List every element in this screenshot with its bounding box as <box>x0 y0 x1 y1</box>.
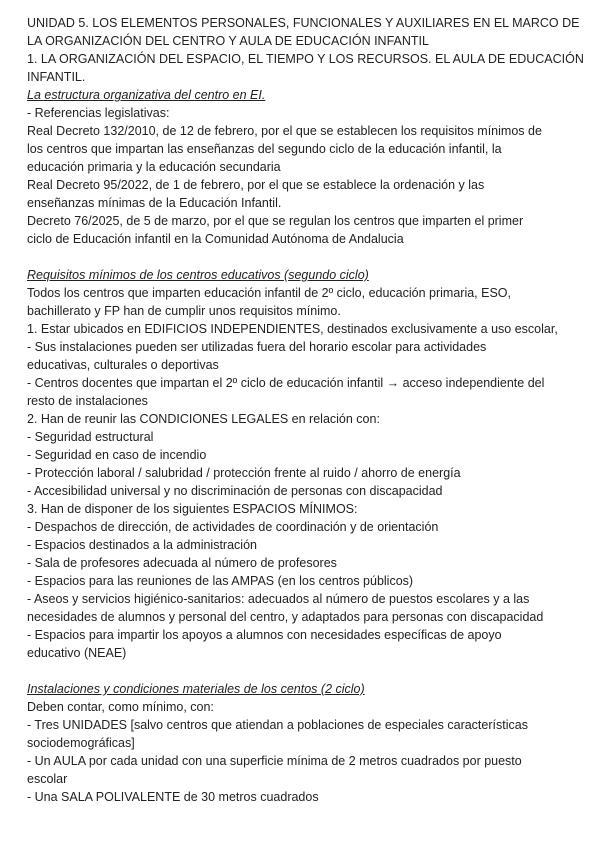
title-line: 1. LA ORGANIZACIÓN DEL ESPACIO, EL TIEMPO Y LOS RECURSOS. EL AULA DE EDUCACIÓN <box>27 52 584 66</box>
text-line: - Espacios para las reuniones de las AMPAS (en los centros públicos) <box>27 574 414 588</box>
text-line: enseñanzas mínimas de la Educación Infantil. <box>27 196 282 210</box>
text-line: - Aseos y servicios higiénico-sanitarios: adecuados al número de puestos escolares y a las <box>27 592 530 606</box>
document-title <box>27 14 586 86</box>
text-line: ciclo de Educación infantil en la Comunidad Autónoma de Andalucia <box>27 232 404 246</box>
text-line: - Espacios destinados a la administración <box>27 538 257 552</box>
text-line: Real Decreto 132/2010, de 12 de febrero, por el que se establecen los requisitos mínimos de <box>27 124 542 138</box>
text-line: educativo (NEAE) <box>27 646 127 660</box>
text-line: - Centros docentes que impartan el 2º ciclo de educación infantil → acceso independiente del <box>27 376 545 390</box>
text-line: - Una SALA POLIVALENTE de 30 metros cuadrados <box>27 790 319 804</box>
text-line: 3. Han de disponer de los siguientes ESPACIOS MÍNIMOS: <box>27 502 358 516</box>
title-line: UNIDAD 5. LOS ELEMENTOS PERSONALES, FUNCIONALES Y AUXILIARES EN EL MARCO DE <box>27 16 580 30</box>
title-line: INFANTIL. <box>27 70 86 84</box>
section-heading: Requisitos mínimos de los centros educativos (segundo ciclo) <box>27 268 369 282</box>
section-heading: La estructura organizativa del centro en EI. <box>27 88 266 102</box>
text-line: necesidades de alumnos y personal del centro, y adaptados para personas con discapacidad <box>27 610 544 624</box>
blank-line <box>27 248 586 266</box>
text-line: resto de instalaciones <box>27 394 148 408</box>
text-line: - Accesibilidad universal y no discriminación de personas con discapacidad <box>27 484 443 498</box>
text-line: 2. Han de reunir las CONDICIONES LEGALES en relación con: <box>27 412 380 426</box>
section-heading: Instalaciones y condiciones materiales de los centos (2 ciclo) <box>27 682 365 696</box>
text-line: escolar <box>27 772 68 786</box>
text-line: sociodemográficas] <box>27 736 135 750</box>
section-requisitos-minimos <box>27 266 586 662</box>
text-line: 1. Estar ubicados en EDIFICIOS INDEPENDIENTES, destinados exclusivamente a uso escolar, <box>27 322 558 336</box>
section-instalaciones <box>27 680 586 806</box>
text-line: educación primaria y la educación secundaria <box>27 160 281 174</box>
text-line: los centros que impartan las enseñanzas del segundo ciclo de la educación infantil, la <box>27 142 502 156</box>
text-line: Todos los centros que imparten educación infantil de 2º ciclo, educación primaria, ESO, <box>27 286 511 300</box>
text-line: - Seguridad en caso de incendio <box>27 448 207 462</box>
text-line: - Seguridad estructural <box>27 430 154 444</box>
text-line: - Sala de profesores adecuada al número de profesores <box>27 556 337 570</box>
text-line: - Tres UNIDADES [salvo centros que atiendan a poblaciones de especiales características <box>27 718 528 732</box>
text-line: bachillerato y FP han de cumplir unos requisitos mínimo. <box>27 304 341 318</box>
blank-line <box>27 662 586 680</box>
text-line: - Despachos de dirección, de actividades de coordinación y de orientación <box>27 520 439 534</box>
text-line: - Un AULA por cada unidad con una superficie mínima de 2 metros cuadrados por puesto <box>27 754 522 768</box>
text-line: - Sus instalaciones pueden ser utilizadas fuera del horario escolar para actividades <box>27 340 487 354</box>
text-line: Real Decreto 95/2022, de 1 de febrero, por el que se establece la ordenación y las <box>27 178 485 192</box>
text-line: educativas, culturales o deportivas <box>27 358 219 372</box>
text-line: - Referencias legislativas: <box>27 106 170 120</box>
text-line: Deben contar, como mínimo, con: <box>27 700 214 714</box>
title-line: LA ORGANIZACIÓN DEL CENTRO Y AULA DE EDUCACIÓN INFANTIL <box>27 34 429 48</box>
text-line: - Espacios para impartir los apoyos a alumnos con necesidades específicas de apoyo <box>27 628 502 642</box>
text-line: - Protección laboral / salubridad / protección frente al ruido / ahorro de energía <box>27 466 461 480</box>
text-line: Decreto 76/2025, de 5 de marzo, por el que se regulan los centros que imparten el primer <box>27 214 524 228</box>
section-estructura-organizativa <box>27 86 586 248</box>
